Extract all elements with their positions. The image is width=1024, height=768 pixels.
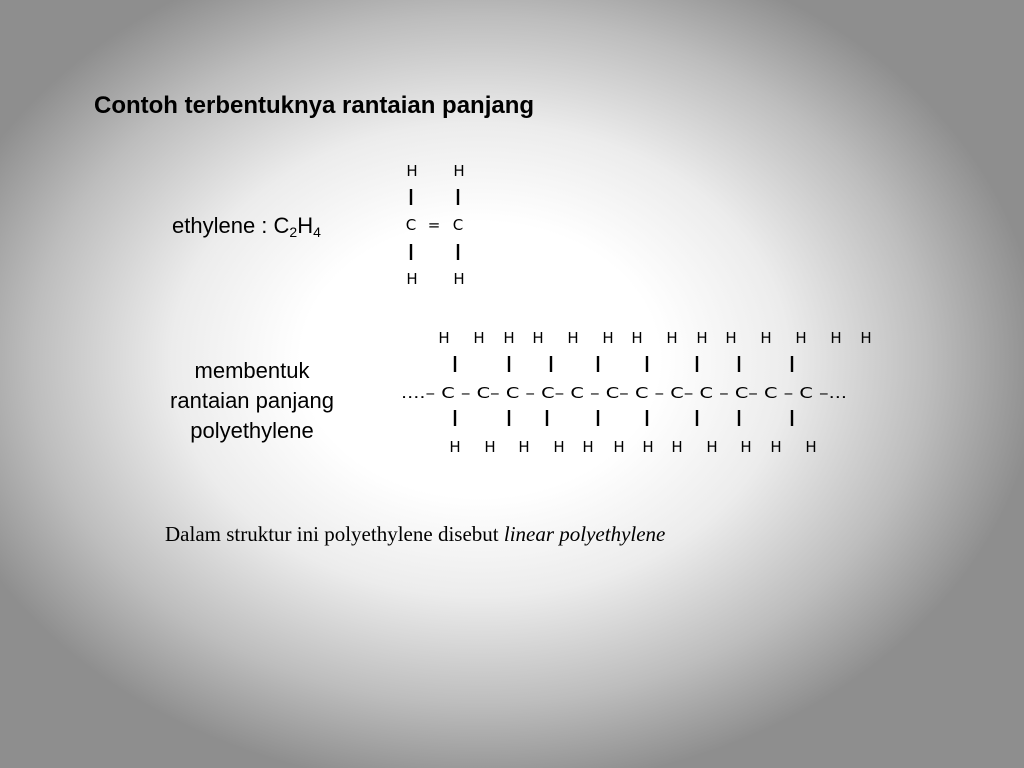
caption-emphasis: linear polyethylene [503,522,666,546]
polyethylene-atom-h: H [503,329,515,347]
polyethylene-structure [401,329,872,456]
ethylene-subscript-hydrogen: 4 [313,224,321,240]
polyethylene-label-line: membentuk [194,358,310,383]
polyethylene-atom-h: H [449,438,461,456]
ethylene-label-hydrogen: H [297,213,314,238]
ethylene-atom-c-right: C [452,216,464,234]
polyethylene-atom-h: H [642,438,654,456]
polyethylene-atom-h: H [473,329,485,347]
caption-text: Dalam struktur ini polyethylene disebut [165,522,504,546]
slide-title: Contoh terbentuknya rantaian panjang [94,92,535,119]
polyethylene-atom-h: H [740,438,752,456]
ethylene-atom-h-top-left: H [406,162,418,180]
ethylene-atom-h-bottom-right: H [453,270,465,288]
polyethylene-atom-h: H [567,329,579,347]
ethylene-label-prefix: ethylene : C [172,213,290,238]
polyethylene-atom-h: H [706,438,718,456]
ethylene-atom-h-bottom-left: H [406,270,418,288]
polyethylene-atom-h: H [666,329,678,347]
polyethylene-atom-h: H [696,329,708,347]
ethylene-atom-h-top-right: H [453,162,465,180]
ethylene-structure [406,162,465,288]
polyethylene-atom-h: H [830,329,842,347]
polyethylene-atom-h: H [532,329,544,347]
polyethylene-atom-h: H [582,438,594,456]
ethylene-double-bond: = [427,216,441,234]
polyethylene-label-line: rantaian panjang [170,388,334,413]
polyethylene-atom-h: H [760,329,772,347]
polyethylene-atom-h: H [602,329,614,347]
polyethylene-top-hydrogens [438,329,871,347]
ethylene-subscript-carbon: 2 [289,224,298,240]
polyethylene-bottom-hydrogens [449,438,816,456]
polyethylene-atom-h: H [613,438,625,456]
ethylene-atom-c-left: C [405,216,417,234]
polyethylene-atom-h: H [671,438,683,456]
polyethylene-atom-h: H [438,329,450,347]
polyethylene-top-bonds [455,356,792,372]
polyethylene-atom-h: H [631,329,643,347]
polyethylene-carbon-chain: ....– C – C– C – C– C – C– C – C– C – C– C – C –... [401,384,847,402]
polyethylene-atom-h: H [770,438,782,456]
polyethylene-atom-h: H [725,329,737,347]
polyethylene-atom-h: H [553,438,565,456]
polyethylene-atom-h: H [518,438,530,456]
polyethylene-bottom-bonds [455,410,792,426]
polyethylene-atom-h: H [860,329,872,347]
polyethylene-atom-h: H [805,438,817,456]
polyethylene-atom-h: H [795,329,807,347]
polyethylene-label-line: polyethylene [190,418,314,443]
polyethylene-atom-h: H [484,438,496,456]
caption [165,522,665,547]
